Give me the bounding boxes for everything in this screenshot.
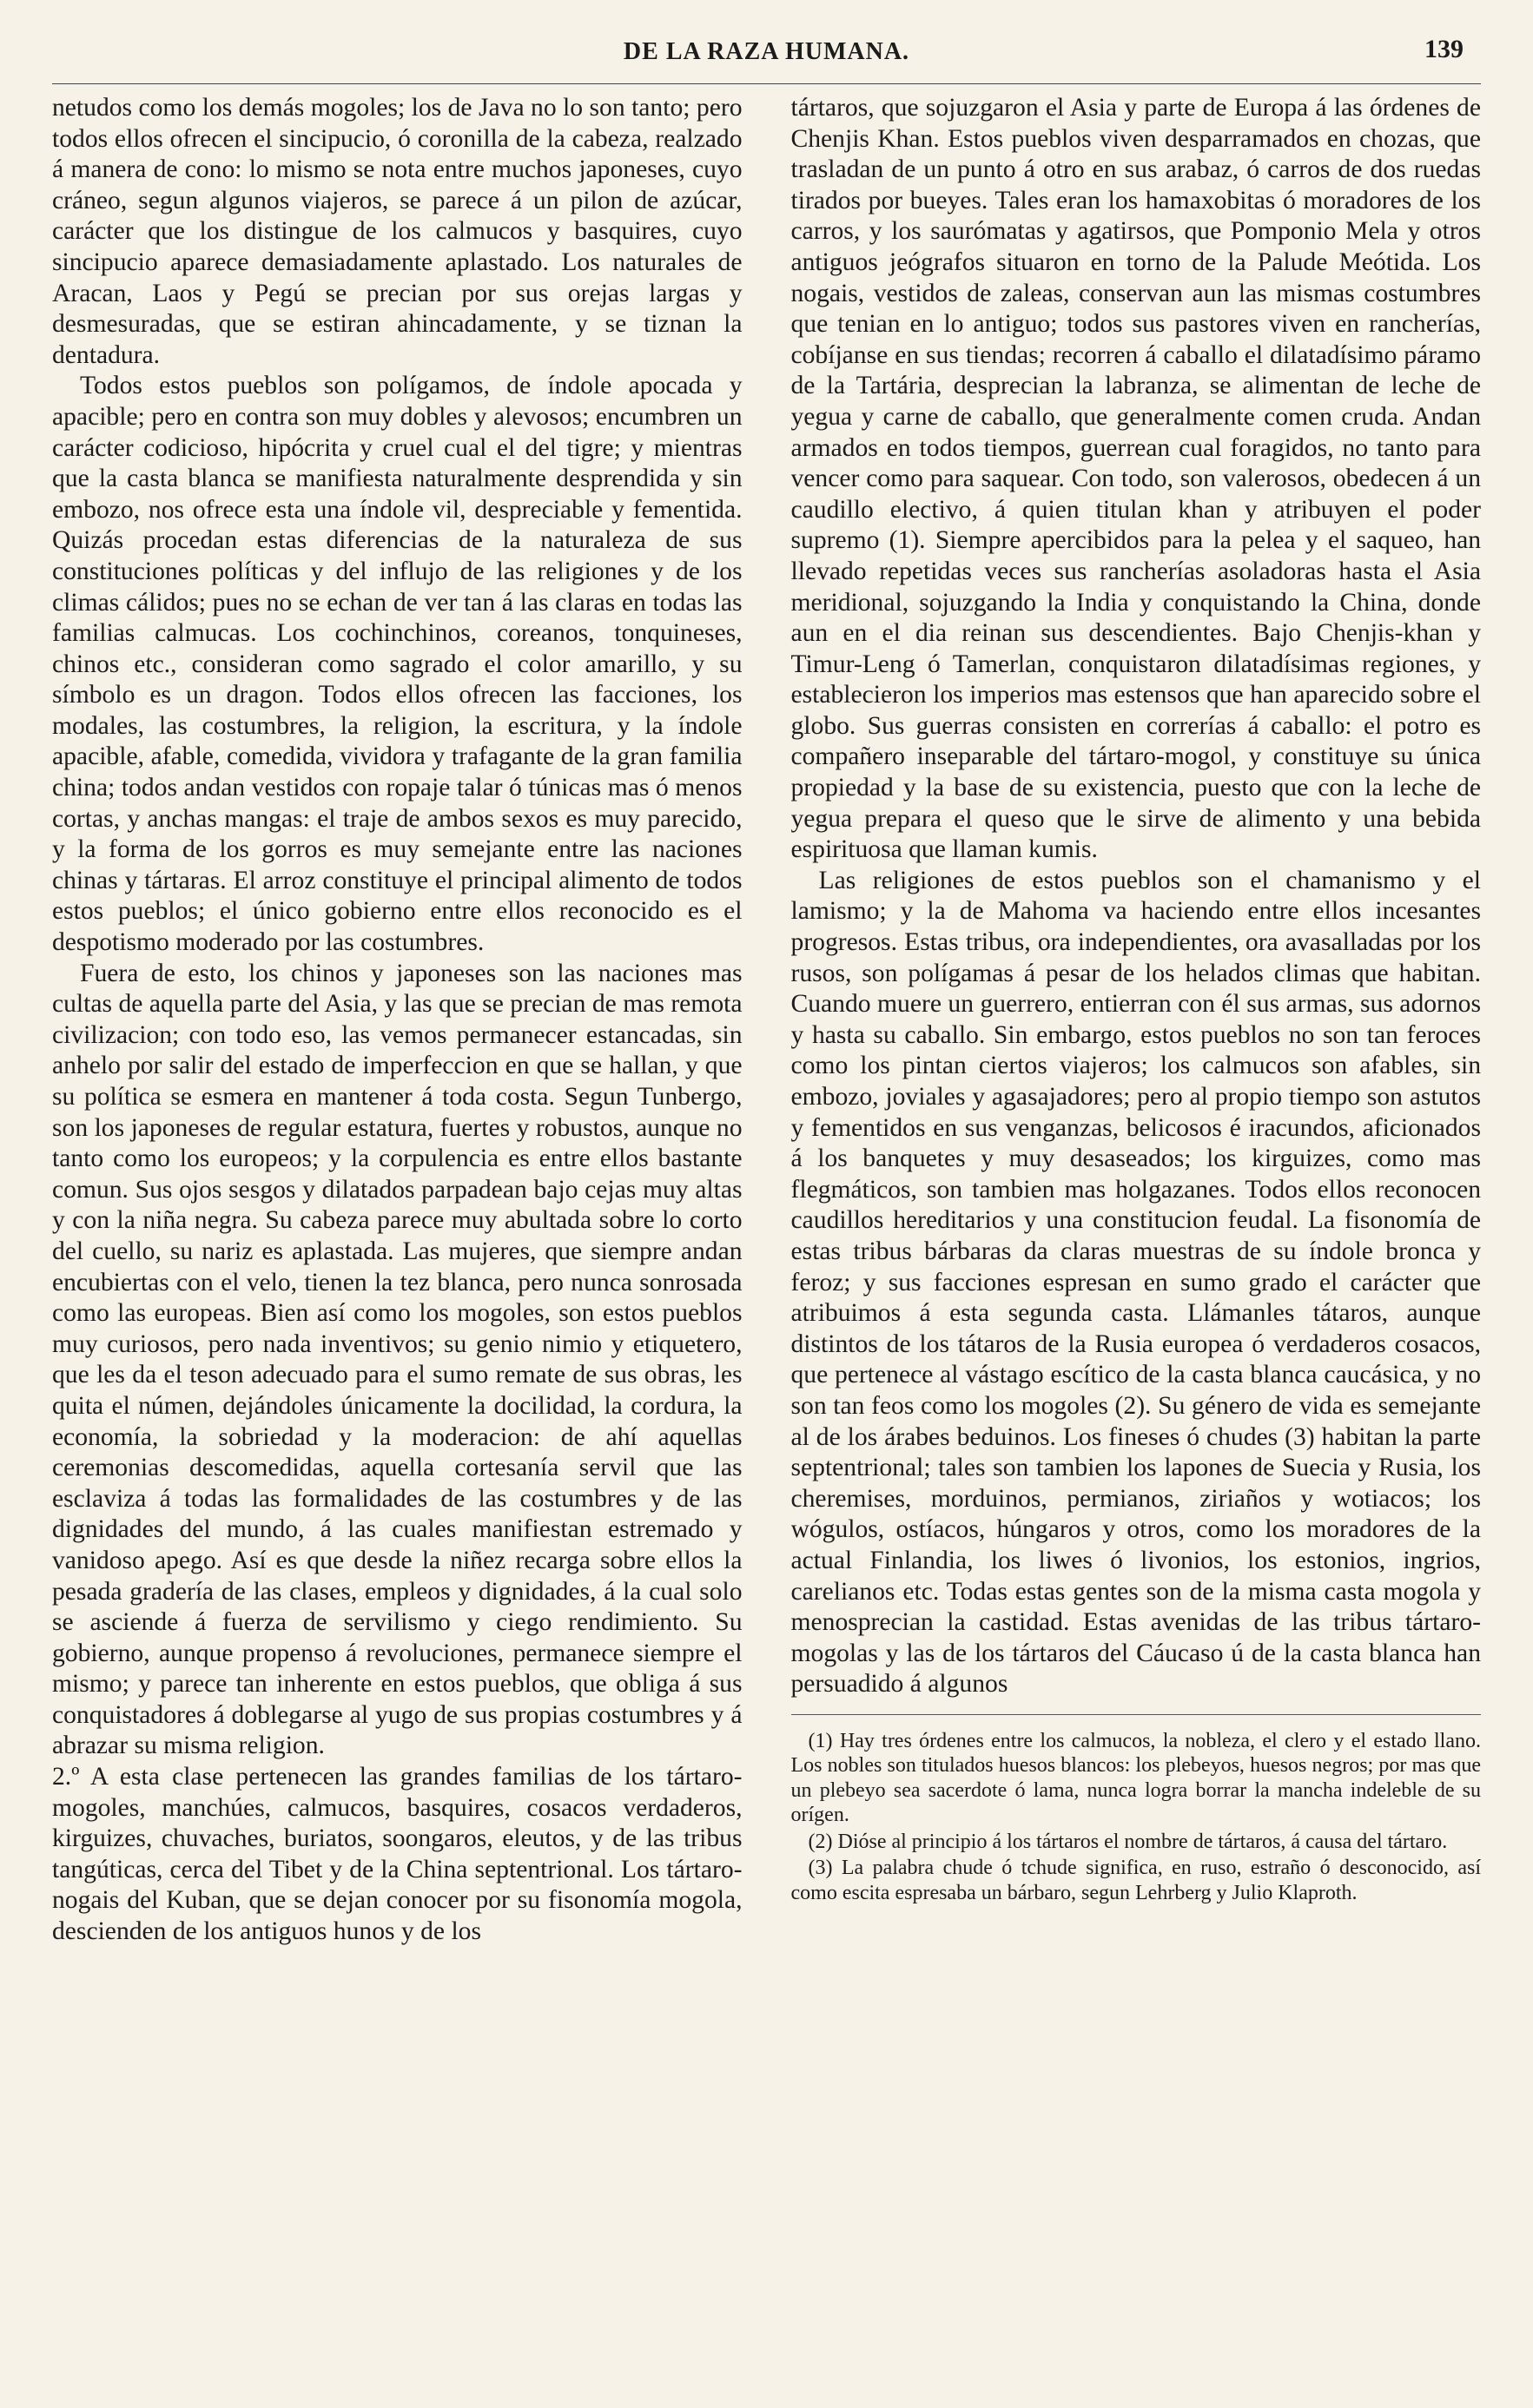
- paragraph: Todos estos pueblos son polígamos, de índole apocada y apacible; pero en contra son muy dobles y alevosos; encumbren un carácter codicioso, hipócrita y cruel cual el del tigre; y mientras que la casta blanca se manifiesta naturalmente desprendida y sin embozo, nos ofrece esta una índole vil, despreciable y fementida. Quizás procedan estas diferencias de la naturaleza de sus constituciones políticas y del influjo de las religiones y de los climas cálidos; pues no se echan de ver tan á las claras en todas las familias calmucas. Los cochinchinos, coreanos, tonquineses, chinos etc., consideran como sagrado el color amarillo, y su símbolo es un dragon. Todos ellos ofrecen las facciones, los modales, las costumbres, la religion, la escritura, y la índole apacible, afable, comedida, vividora y trafagante de la gran familia china; todos andan vestidos con ropaje talar ó túnicas mas ó menos cortas, y anchas mangas: el traje de ambos sexos es muy parecido, y la forma de los gorros es muy semejante entre las naciones chinas y tártaras. El arroz constituye el principal alimento de todos estos pueblos; el único gobierno entre ellos reconocido es el despotismo moderado por las costumbres.: [52, 372, 743, 957]
- page-header: [52, 35, 1481, 84]
- footnote: (2) Dióse al principio á los tártaros el nombre de tártaros, á causa del tártaro.: [808, 1830, 1448, 1853]
- paragraph: tártaros, que sojuzgaron el Asia y parte de Europa á las órdenes de Chenjis Khan. Estos pueblos viven desparramados en chozas, que trasladan de un punto á otro en sus arabaz, ó carros de dos ruedas tirados por bueyes. Tales eran los hamaxobitas ó moradores de los carros, y los saurómatas y agatirsos, que Pomponio Mela y otros antiguos jeógrafos situaron en torno de la Palude Meótida. Los nogais, vestidos de zaleas, conservan aun las mismas costumbres que tenian en lo antiguo; todos sus pastores viven en rancherías, cobíjanse en sus tiendas; recorren á caballo el dilatadísimo páramo de la Tartária, desprecian la labranza, se alimentan de leche de yegua y carne de caballo, que generalmente comen cruda. Andan armados en todos tiempos, guerrean cual foragidos, no tanto para vencer como para saquear. Con todo, son valerosos, obedecen á un caudillo electivo, á quien titulan khan y atribuyen el poder supremo (1). Siempre apercibidos para la pelea y el saqueo, han llevado repetidas veces sus rancherías asoladoras hasta el Asia meridional, sojuzgando la India y conquistando la China, donde aun en el dia reinan sus descendientes. Bajo Chenjis-khan y Timur-Leng ó Tamerlan, conquistaron dilatadísimas regiones, y establecieron los imperios mas estensos que han aparecido sobre el globo. Sus guerras consisten en correrías á caballo: el potro es compañero inseparable del tártaro-mogol, y constituye su única propiedad y la base de su existencia, puesto que con la leche de yegua prepara el queso que le sirve de alimento y una bebida espirituosa que llaman kumis.: [790, 94, 1481, 864]
- page-number: 139: [1424, 35, 1464, 63]
- paragraph: 2.º A esta clase pertenecen las grandes familias de los tártaro-mogoles, manchúes, calmucos, basquires, cosacos verdaderos, kirguizes, chuvaches, buriatos, soongaros, eleutos, y de las tribus tangúticas, cerca del Tibet y de la China septentrional. Los tártaro-nogais del Kuban, que se dejan conocer por su fisonomía mogola, descienden de los antiguos hunos y de los: [52, 1763, 743, 1946]
- footnote: (3) La palabra chude ó tchude significa, en ruso, estraño ó desconocido, así como escita espresaba un bárbaro, segun Lehrberg y Julio Klaproth.: [790, 1857, 1481, 1904]
- paragraph: Las religiones de estos pueblos son el chamanismo y el lamismo; y la de Mahoma va haciendo entre ellos incesantes progresos. Estas tribus, ora independientes, ora avasalladas por los rusos, son polígamas á pesar de los helados climas que habitan. Cuando muere un guerrero, entierran con él sus armas, sus adornos y hasta su caballo. Sin embargo, estos pueblos no son tan feroces como los pintan ciertos viajeros; los calmucos son afables, sin embozo, joviales y agasajadores; pero al propio tiempo son astutos y fementidos en sus venganzas, belicosos é iracundos, aficionados á los banquetes y muy desaseados; los kirguizes, como mas flegmáticos, son tambien mas holgazanes. Todos ellos reconocen caudillos hereditarios y una constitucion feudal. La fisonomía de estas tribus bárbaras da claras muestras de su índole bronca y feroz; y sus facciones espresan en sumo grado el carácter que atribuimos á esta segunda casta. Llámanles tátaros, aunque distintos de los tátaros de la Rusia europea ó verdaderos cosacos, que pertenece al vástago escítico de la casta blanca caucásica, y no son tan feos como los mogoles (2). Su género de vida es semejante al de los árabes beduinos. Los fineses ó chudes (3) habitan la parte septentrional; tales son tambien los lapones de Suecia y Rusia, los cheremises, morduinos, permianos, ziriaños y wotiacos; los wógulos, ostíacos, húngaros y otros, como los moradores de la actual Finlandia, los liwes ó livonios, los estonios, ingrios, carelianos etc. Todas estas gentes son de la misma casta mogola y menosprecian la castidad. Estas avenidas de las tribus tártaro-mogolas y las de los tártaros del Cáucaso ú de la casta blanca han persuadido á algunos: [790, 866, 1481, 1699]
- footnotes: [791, 1714, 1482, 1906]
- running-title: DE LA RAZA HUMANA.: [623, 38, 910, 65]
- text-columns: [52, 93, 1481, 2316]
- paragraph: netudos como los demás mogoles; los de Java no lo son tanto; pero todos ellos ofrecen el sincipucio, ó coronilla de la cabeza, realzado á manera de cono: lo mismo se nota entre muchos japoneses, cuyo cráneo, segun algunos viajeros, se parece á un pilon de azúcar, carácter que los distingue de los calmucos y basquires, cuyo sincipucio aparece demasiadamente aplastado. Los naturales de Aracan, Laos y Pegú se precian por sus orejas largas y desmesuradas, que se estiran ahincadamente, y se tiznan la dentadura.: [52, 94, 743, 369]
- right-column: [791, 93, 1482, 2316]
- left-column: [52, 93, 743, 2316]
- footnote: (1) Hay tres órdenes entre los calmucos, la nobleza, el clero y el estado llano. Los nobles son titulados huesos blancos: los plebeyos, huesos negros; por mas que un plebeyo sea sacerdote ó lama, nunca logra borrar la mancha indeleble de su orígen.: [790, 1729, 1481, 1827]
- paragraph: Fuera de esto, los chinos y japoneses son las naciones mas cultas de aquella parte del Asia, y las que se precian de mas remota civilizacion; con todo eso, las vemos permanecer estancadas, sin anhelo por salir del estado de imperfeccion en que se hallan, y que su política se esmera en mantener á toda costa. Segun Tunbergo, son los japoneses de regular estatura, fuertes y robustos, aunque no tanto como los europeos; y la corpulencia es entre ellos bastante comun. Sus ojos sesgos y dilatados parpadean bajo cejas muy altas y con la niña negra. Su cabeza parece muy abultada sobre lo corto del cuello, su nariz es aplastada. Las mujeres, que siempre andan encubiertas con el velo, tienen la tez blanca, pero nunca sonrosada como las europeas. Bien así como los mogoles, son estos pueblos muy curiosos, pero nada inventivos; su genio nimio y etiquetero, que les da el teson adecuado para el sumo remate de sus obras, les quita el númen, dejándoles únicamente la docilidad, la cordura, la economía, la sobriedad y la moderacion: de ahí aquellas ceremonias descomedidas, aquella cortesanía servil que las esclaviza á todas las formalidades de las costumbres y de las dignidades del mundo, á las cuales manifiestan estremado y vanidoso apego. Así es que desde la niñez recarga sobre ellos la pesada gradería de las clases, empleos y dignidades, á la cual solo se asciende á fuerza de servilismo y ciego rendimiento. Su gobierno, aunque propenso á revoluciones, permanece siempre el mismo; y parece tan inherente en estos pueblos, que obliga á sus conquistadores á doblegarse al yugo de sus propias costumbres y á abrazar su misma religion.: [52, 959, 743, 1760]
